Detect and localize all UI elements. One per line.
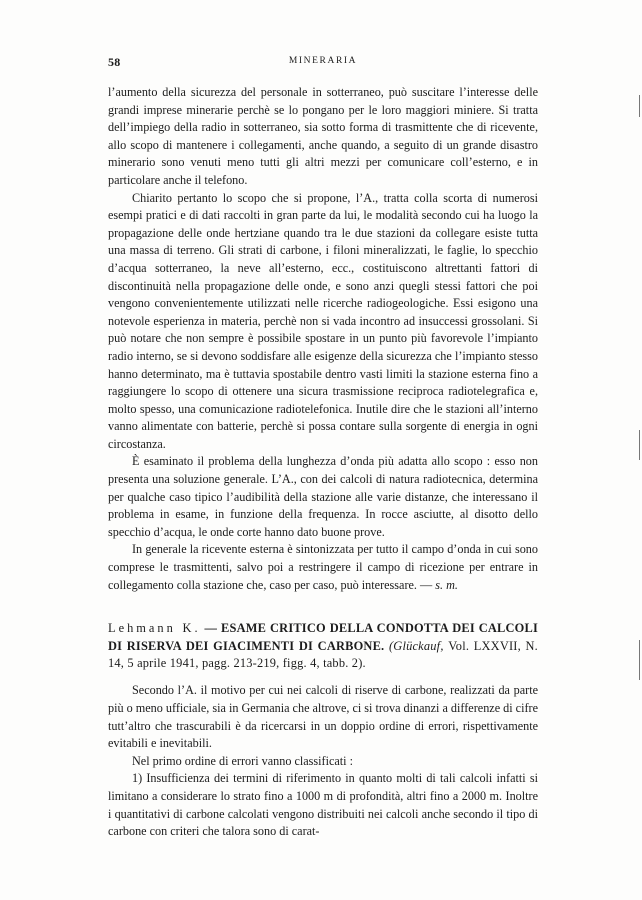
scan-edge-mark <box>639 640 640 680</box>
review1-paragraph-2: Chiarito pertanto lo scopo che si propone, l’A., tratta colla scorta di numerosi esempi pratici e di dati raccolti in gran parte da lui, le modalità secondo cui ha luogo la propagazione delle onde hertziane quando tra le due stazioni da collegare esiste tutta una massa di terreno. Gli strati di carbone, i filoni mineralizzati, le faglie, lo specchio d’acqua sotterraneo, la neve all’esterno, ecc., costituiscono altrettanti fattori di discontinuità nella propagazione delle onde, e sono anzi quegli stessi fattori che poi vengono convenientemente utilizzati nelle ricerche radiogeologiche. Essi esigono una notevole esperienza in materia, perchè non si vada incontro ad insuccessi grossolani. Si può notare che non sempre è possibile spostare in un punto più favorevole l’impianto radio interno, se si devono soddisfare alle esigenze della sicurezza che l’impianto stesso hanno determinato, ma è tuttavia spostabile dentro vasti limiti la stazione esterna fino a raggiungere lo scopo di ottenere una sicura trasmissione reciproca radiotelegrafica e, molto spesso, una comunicazione radiotelefonica. Inutile dire che le stazioni all’interno vanno alimentate con batterie, perchè si possa contare sulla sorgente di energia in ogni circostanza. <box>108 190 538 451</box>
running-head: MINERARIA <box>288 56 358 66</box>
body-text <box>108 84 538 841</box>
page-header <box>108 55 538 71</box>
page-number: 58 <box>108 55 121 69</box>
review1-paragraph-3: È esaminato il problema della lunghezza d’onda più adatta allo scopo : esso non presenta una soluzione generale. L’A., con dei calcoli di natura radiotecnica, determina per qualche caso tipico l’audibilità della stazione alle varie distanze, che interessano il problema in esame, in funzione della frequenza. In rocce asciutte, al disotto dello specchio d’acqua, le onde corte hanno dato buone prove. <box>108 454 538 539</box>
review1-paragraph-4-text: In generale la ricevente esterna è sintonizzata per tutto il campo d’onda in cui sono comprese le trasmittenti, salvo poi a restringere il campo di ricezione per entrare in collegamento colla stazione che, caso per caso, può interessare. — <box>108 542 538 592</box>
review1-signature: s. m. <box>435 577 458 592</box>
review2-citation: Vol. LXXVII, N. 14, 5 aprile 1941, pagg. 213-219, figg. 4, tabb. 2). <box>108 638 538 671</box>
review2-author: Lehmann K. <box>108 621 201 636</box>
review1-paragraph-4 <box>108 541 538 594</box>
scan-edge-mark <box>639 95 640 117</box>
review2-title: — ESAME CRITICO DELLA CONDOTTA DEI CALCOLI DI RISERVA DEI GIACIMENTI DI CARBONE. <box>108 621 538 653</box>
review1-paragraph-1: l’aumento della sicurezza del personale in sotterraneo, può suscitare l’interesse delle grandi imprese minerarie perchè se lo pongano per le loro maggiori miniere. Si tratta dell’impiego della radio in sotterraneo, sia sotto forma di trasmittente che di ricevente, allo scopo di mantenere i collegamenti, anche quando, a seguito di un grande disastro minerario sono venuti meno tutti gli altri mezzi per comunicare coll’esterno, e in particolare anche il telefono. <box>108 85 538 187</box>
review2-journal: (Glückauf, <box>388 638 444 653</box>
scan-edge-mark <box>639 430 640 460</box>
review2-paragraph-3: 1) Insufficienza dei termini di riferimento in quanto molti di tali calcoli infatti si limitano a considerare lo strato fino a 1000 m di profondità, altri fino a 2000 m. Inoltre i quantitativi di carbone calcolati vengono distribuiti nei calcoli anche secondo il tipo di carbone con criteri che talora sono di carat- <box>108 771 538 839</box>
review2-paragraph-1: Secondo l’A. il motivo per cui nei calcoli di riserve di carbone, realizzati da parte più o meno ufficiale, sia in Germania che altrove, ci si trova dinanzi a differenze di cifre tutt’altro che trascurabili è da ricercarsi in un doppio ordine di errori, rispettivamente evitabili e inevitabili. <box>108 683 538 751</box>
review2-heading <box>108 620 538 672</box>
review2-paragraph-2: Nel primo ordine di errori vanno classificati : <box>132 753 353 768</box>
